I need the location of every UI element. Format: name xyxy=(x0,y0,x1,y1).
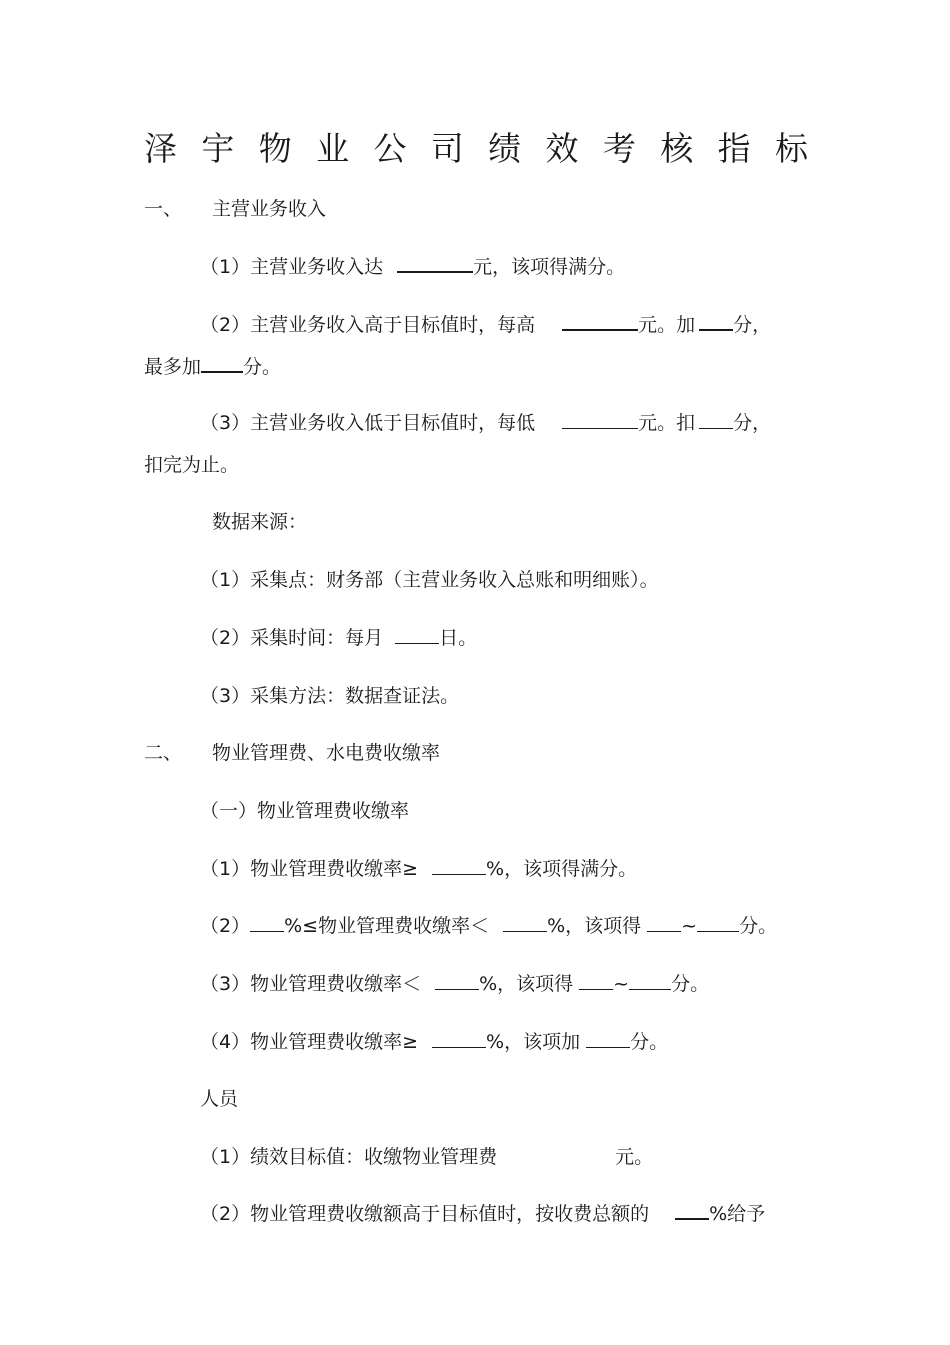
blank-line xyxy=(432,856,486,875)
title-char: 宇 xyxy=(201,128,235,168)
blank-line xyxy=(397,253,473,273)
title-char: 考 xyxy=(602,128,636,168)
section-1-item-3 xyxy=(200,409,771,437)
item-text: （1）绩效目标值：收缴物业管理费 xyxy=(200,1146,498,1168)
title-char: 核 xyxy=(660,128,694,168)
blank-line xyxy=(432,1029,486,1048)
blank-line xyxy=(647,913,681,932)
item-text: %，该项加 xyxy=(486,1031,581,1053)
data-source-2 xyxy=(200,624,477,652)
people-item-2 xyxy=(200,1200,765,1228)
item-text: %，该项得 xyxy=(479,973,574,995)
item-text: 分。 xyxy=(739,915,778,937)
section-2-item-3 xyxy=(200,970,709,998)
people-item-1 xyxy=(200,1143,653,1171)
item-text: （1）物业管理费收缴率≥ xyxy=(200,858,419,880)
blank-line xyxy=(579,971,613,990)
title-char: 标 xyxy=(774,128,808,168)
section-1-heading-line xyxy=(144,195,182,223)
blank-line xyxy=(562,410,638,429)
title-char: 绩 xyxy=(488,128,522,168)
item-text: 元。 xyxy=(615,1146,654,1168)
item-text: 元。扣 xyxy=(638,412,696,434)
blank-line xyxy=(699,311,733,331)
people-heading: 人员 xyxy=(200,1088,239,1110)
data-source-heading: 数据来源： xyxy=(212,511,308,533)
section-2-heading-line xyxy=(144,739,182,767)
item-text: 日。 xyxy=(439,627,478,649)
blank-line xyxy=(562,311,638,331)
item-text: 最多加 xyxy=(144,356,202,378)
title-char: 泽 xyxy=(144,128,177,168)
blank-line xyxy=(697,913,739,932)
blank-line xyxy=(503,913,547,932)
section-2-item-4 xyxy=(200,1028,668,1056)
blank-line xyxy=(675,1200,709,1220)
blank-line xyxy=(699,410,733,429)
item-text: （1）主营业务收入达 xyxy=(200,256,384,278)
item-text: 元。加 xyxy=(638,314,696,336)
item-text: （2）采集时间：每月 xyxy=(200,627,384,649)
item-text: ~ xyxy=(681,915,698,937)
blank-line xyxy=(250,913,284,932)
title-char: 公 xyxy=(373,128,407,168)
item-text: %，该项得满分。 xyxy=(486,858,638,880)
item-text: %给予 xyxy=(709,1203,766,1225)
item-text: （4）物业管理费收缴率≥ xyxy=(200,1031,419,1053)
section-number: 一、 xyxy=(144,198,183,220)
title-char: 物 xyxy=(258,128,292,168)
blank-line xyxy=(395,625,439,644)
data-source-3: （3）采集方法：数据查证法。 xyxy=(200,685,460,707)
item-text: （3）主营业务收入低于目标值时，每低 xyxy=(200,412,536,434)
section-2-item-1 xyxy=(200,855,637,883)
item-text: 分， xyxy=(733,314,772,336)
blank-line xyxy=(201,353,243,373)
item-text: 分。 xyxy=(630,1031,669,1053)
blank-line xyxy=(586,1029,630,1048)
item-text: （2）主营业务收入高于目标值时，每高 xyxy=(200,314,536,336)
item-text: （2）物业管理费收缴额高于目标值时，按收费总额的 xyxy=(200,1203,650,1225)
section-1-item-1 xyxy=(200,253,625,281)
section-1-item-2 xyxy=(200,311,771,339)
item-text: （3）物业管理费收缴率＜ xyxy=(200,973,422,995)
section-1-item-2-cont xyxy=(144,353,281,381)
item-text: 分。 xyxy=(243,356,282,378)
item-text: 元，该项得满分。 xyxy=(473,256,626,278)
blank-line xyxy=(435,971,479,990)
item-text: 分， xyxy=(733,412,772,434)
title-char: 指 xyxy=(717,128,751,168)
section-number: 二、 xyxy=(144,742,183,764)
data-source-1: （1）采集点：财务部（主营业务收入总账和明细账）。 xyxy=(200,569,659,591)
section-2-heading: 物业管理费、水电费收缴率 xyxy=(212,742,441,764)
item-text: ~ xyxy=(613,973,630,995)
item-text: 分。 xyxy=(671,973,710,995)
title-char: 业 xyxy=(316,128,350,168)
blank-line xyxy=(629,971,671,990)
sub-heading: （一）物业管理费收缴率 xyxy=(200,800,410,822)
item-text: （2） xyxy=(200,915,251,937)
section-2-item-2 xyxy=(200,912,777,940)
section-1-item-3-cont: 扣完为止。 xyxy=(144,454,240,476)
section-1-heading: 主营业务收入 xyxy=(212,198,327,220)
title-char: 效 xyxy=(545,128,579,168)
item-text: %≤物业管理费收缴率＜ xyxy=(284,915,490,937)
document-title xyxy=(144,122,808,170)
item-text: %，该项得 xyxy=(547,915,642,937)
title-char: 司 xyxy=(430,128,464,168)
